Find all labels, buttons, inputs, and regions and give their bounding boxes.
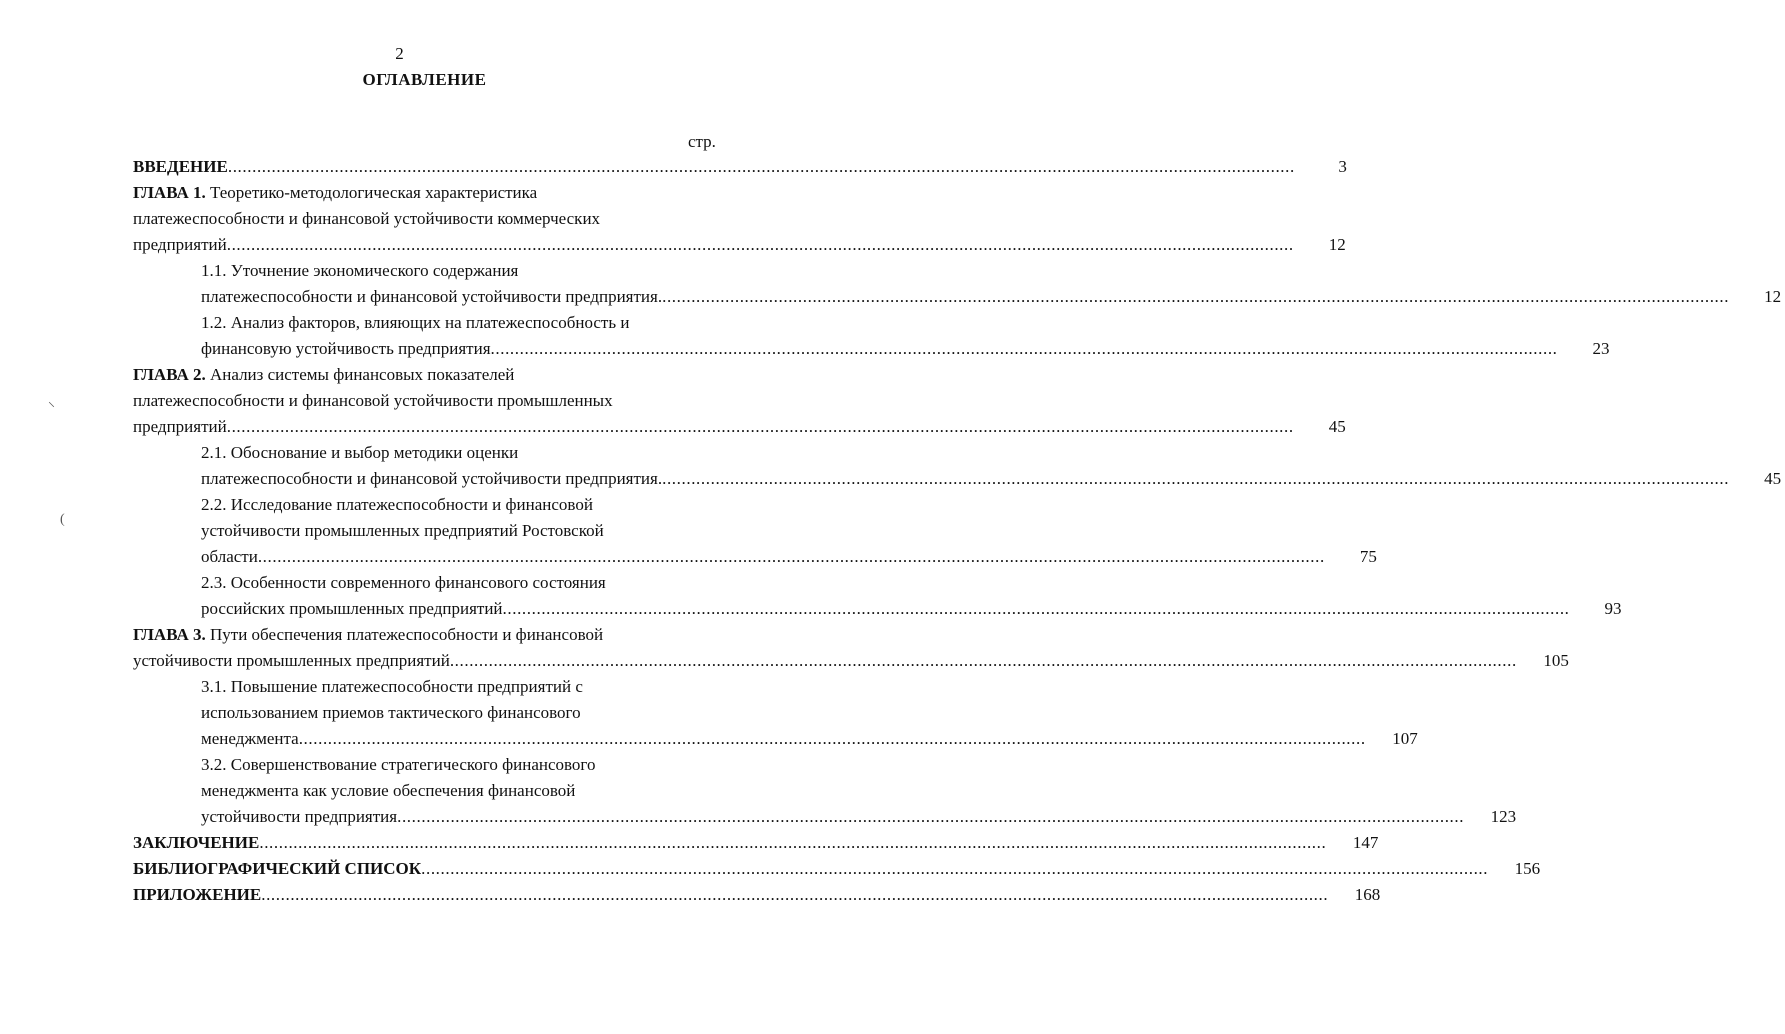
toc-entry-text: области <box>201 547 258 566</box>
toc-line <box>133 206 721 232</box>
toc-page-number: 3 <box>1338 157 1347 176</box>
page-title: ОГЛАВЛЕНИЕ <box>362 70 487 89</box>
toc-entry-text: 3.1. Повышение платежеспособности предприятий с <box>201 677 583 696</box>
toc-page-number: 168 <box>1354 885 1381 904</box>
toc-entry-text: использованием приемов тактического финансового <box>201 703 581 722</box>
toc-entry-lead: ЗАКЛЮЧЕНИЕ <box>133 833 260 852</box>
toc-line <box>133 336 1610 362</box>
toc-line <box>133 648 1569 674</box>
toc-line <box>133 180 721 206</box>
toc-entry <box>133 570 1622 622</box>
page-number: 2 <box>395 44 404 63</box>
dot-leader: ............................................................................................................................................................................................................................ <box>397 807 1465 826</box>
dot-leader: ............................................................................................................................................................................................................................ <box>502 599 1570 618</box>
toc-line <box>133 596 1622 622</box>
toc-line <box>133 362 721 388</box>
toc-entry <box>133 180 1346 258</box>
toc-entry-text: предприятий <box>133 417 227 436</box>
toc-line <box>133 518 721 544</box>
toc-entry <box>133 440 1782 492</box>
toc-page-number: 93 <box>1604 599 1622 618</box>
toc-entry-text: менеджмента <box>201 729 299 748</box>
toc-entry-text: финансовую устойчивость предприятия <box>201 339 491 358</box>
toc-page-number: 23 <box>1592 339 1610 358</box>
toc-entry-text: платежеспособности и финансовой устойчивости предприятия. <box>201 287 663 306</box>
dot-leader: ............................................................................................................................................................................................................................ <box>298 729 1366 748</box>
toc-line <box>133 544 1377 570</box>
toc-entry-text: Пути обеспечения платежеспособности и финансовой <box>210 625 604 644</box>
dot-leader: ............................................................................................................................................................................................................................ <box>259 833 1327 852</box>
toc-entry <box>133 362 1346 440</box>
toc-line <box>133 388 721 414</box>
toc-line <box>133 622 721 648</box>
toc-entry-text: менеджмента как условие обеспечения финансовой <box>201 781 576 800</box>
dot-leader: ............................................................................................................................................................................................................................ <box>449 651 1517 670</box>
table-of-contents <box>133 154 1782 908</box>
toc-line <box>133 310 721 336</box>
dot-leader: ............................................................................................................................................................................................................................ <box>257 547 1325 566</box>
toc-line <box>133 882 1381 908</box>
toc-line <box>133 570 721 596</box>
toc-entry-text: Теоретико-методологическая характеристика <box>210 183 538 202</box>
toc-page-number: 107 <box>1392 729 1418 748</box>
toc-entry-lead: ВВЕДЕНИЕ <box>133 157 228 176</box>
toc-line <box>133 284 1782 310</box>
toc-line <box>133 804 1517 830</box>
toc-entry-text: 2.3. Особенности современного финансового состояния <box>201 573 606 592</box>
toc-page-number: 45 <box>1328 417 1346 436</box>
toc-entry-text: 3.2. Совершенствование стратегического финансового <box>201 755 596 774</box>
toc-entry-text: устойчивости промышленных предприятий Ростовской <box>201 521 604 540</box>
toc-entry-text: Анализ системы финансовых показателей <box>210 365 515 384</box>
toc-line <box>133 466 1782 492</box>
toc-line <box>133 700 721 726</box>
toc-line <box>133 752 721 778</box>
toc-line <box>133 830 1379 856</box>
toc-line <box>133 232 1346 258</box>
toc-entry <box>133 752 1517 830</box>
toc-entry <box>133 492 1377 570</box>
toc-line <box>133 440 721 466</box>
dot-leader: ............................................................................................................................................................................................................................ <box>261 885 1329 904</box>
toc-entry-text: устойчивости промышленных предприятий <box>133 651 450 670</box>
dot-leader: ............................................................................................................................................................................................................................ <box>662 469 1730 488</box>
toc-line <box>133 778 721 804</box>
toc-entry-lead: ПРИЛОЖЕНИЕ <box>133 885 262 904</box>
toc-page-number: 45 <box>1764 469 1782 488</box>
toc-entry-text: устойчивости предприятия <box>201 807 398 826</box>
toc-entry-text: 1.2. Анализ факторов, влияющих на платежеспособность и <box>201 313 630 332</box>
toc-entry <box>133 622 1569 674</box>
toc-page-number: 75 <box>1359 547 1377 566</box>
toc-entry-lead: ГЛАВА 1. <box>133 183 206 202</box>
toc-page-number: 156 <box>1514 859 1541 878</box>
dot-leader: ............................................................................................................................................................................................................................ <box>490 339 1558 358</box>
toc-line <box>133 258 721 284</box>
toc-entry <box>133 310 1610 362</box>
toc-page-number: 12 <box>1328 235 1346 254</box>
toc-entry-text: российских промышленных предприятий <box>201 599 503 618</box>
toc-line <box>133 492 721 518</box>
toc-entry <box>133 154 1347 180</box>
toc-entry-text: 2.2. Исследование платежеспособности и финансовой <box>201 495 593 514</box>
dot-leader: ............................................................................................................................................................................................................................ <box>226 417 1294 436</box>
toc-line <box>133 856 1541 882</box>
toc-page-number: 147 <box>1352 833 1379 852</box>
toc-entry <box>133 882 1381 908</box>
toc-line <box>133 154 1347 180</box>
toc-entry <box>133 830 1379 856</box>
toc-page-number: 123 <box>1490 807 1517 826</box>
toc-page-number: 105 <box>1543 651 1569 670</box>
toc-entry-text: платежеспособности и финансовой устойчивости промышленных <box>133 391 613 410</box>
toc-entry-lead: БИБЛИОГРАФИЧЕСКИЙ СПИСОК <box>133 859 422 878</box>
toc-line <box>133 674 721 700</box>
dot-leader: ............................................................................................................................................................................................................................ <box>226 235 1294 254</box>
toc-entry-text: предприятий <box>133 235 227 254</box>
dot-leader: ............................................................................................................................................................................................................................ <box>227 157 1295 176</box>
dot-leader: ............................................................................................................................................................................................................................ <box>421 859 1489 878</box>
toc-entry-text: 2.1. Обоснование и выбор методики оценки <box>201 443 519 462</box>
toc-entry-text: платежеспособности и финансовой устойчивости предприятия. <box>201 469 663 488</box>
toc-entry-text: платежеспособности и финансовой устойчивости коммерческих <box>133 209 601 228</box>
toc-entry <box>133 258 1782 310</box>
toc-line <box>133 414 1346 440</box>
pages-column-header: стр. <box>688 132 716 151</box>
toc-line <box>133 726 1418 752</box>
toc-entry-lead: ГЛАВА 2. <box>133 365 206 384</box>
toc-entry <box>133 674 1418 752</box>
scan-mark: ( <box>60 512 65 527</box>
toc-entry-lead: ГЛАВА 3. <box>133 625 206 644</box>
toc-entry <box>133 856 1541 882</box>
scan-mark: ⸜ <box>48 395 55 410</box>
dot-leader: ............................................................................................................................................................................................................................ <box>662 287 1730 306</box>
toc-page-number: 12 <box>1764 287 1782 306</box>
toc-entry-text: 1.1. Уточнение экономического содержания <box>201 261 519 280</box>
